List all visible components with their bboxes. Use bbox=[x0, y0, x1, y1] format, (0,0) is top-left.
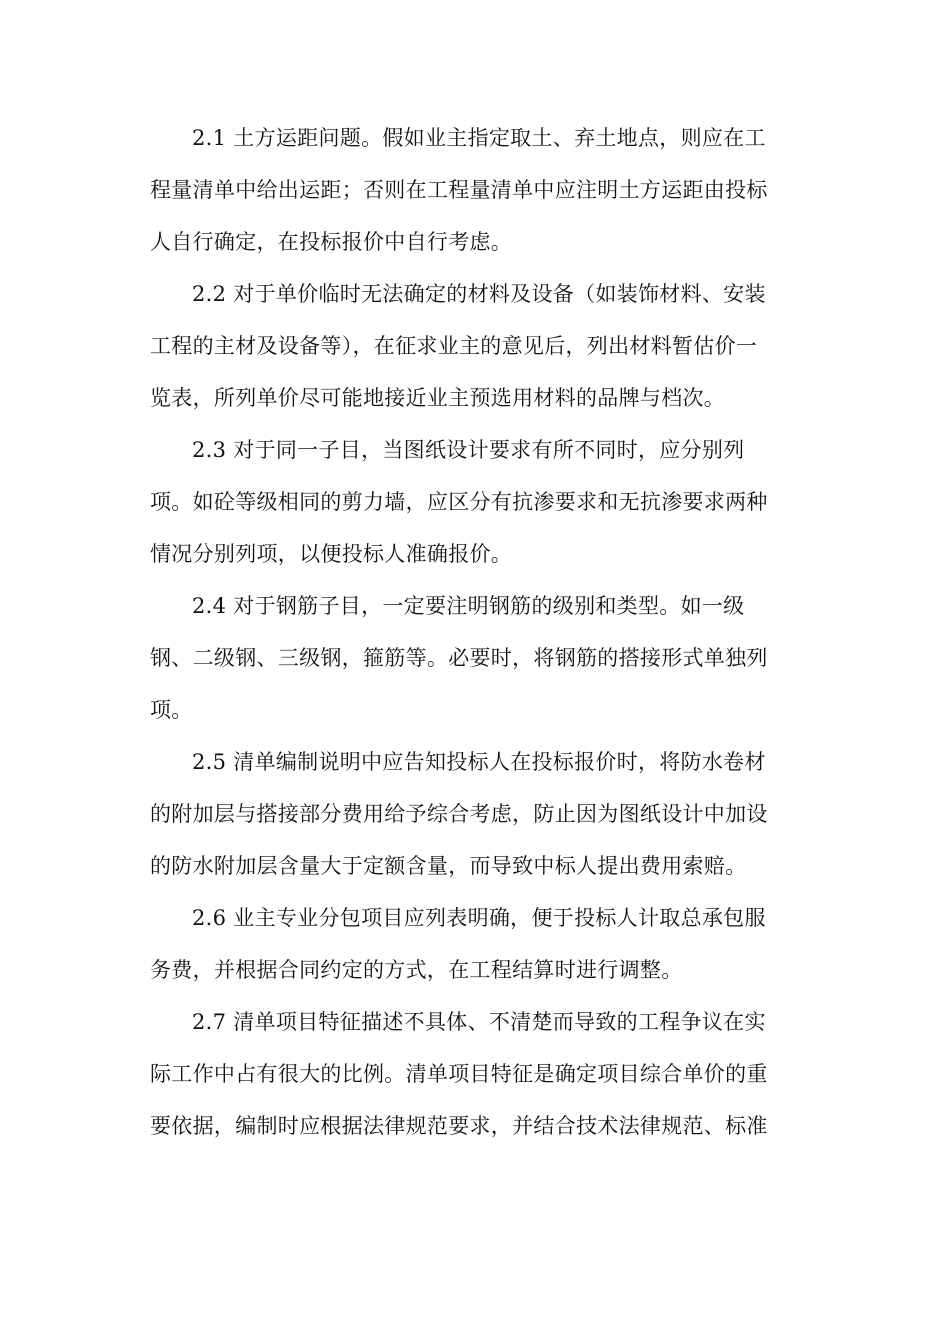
paragraph-line: 2.1 土方运距问题。假如业主指定取土、弃土地点，则应在工 bbox=[192, 126, 766, 150]
paragraph-2-4 bbox=[150, 580, 800, 736]
paragraph-line: 情况分别列项，以便投标人准确报价。 bbox=[150, 542, 513, 566]
paragraph-2-1 bbox=[150, 112, 800, 268]
paragraph-line: 2.5 清单编制说明中应告知投标人在投标报价时，将防水卷材 bbox=[192, 750, 766, 774]
paragraph-line: 钢、二级钢、三级钢，箍筋等。必要时，将钢筋的搭接形式单独列 bbox=[150, 646, 768, 670]
document-body bbox=[150, 112, 800, 1152]
paragraph-line: 的附加层与搭接部分费用给予综合考虑，防止因为图纸设计中加设 bbox=[150, 802, 768, 826]
paragraph-line: 人自行确定，在投标报价中自行考虑。 bbox=[150, 230, 513, 254]
paragraph-line: 际工作中占有很大的比例。清单项目特征是确定项目综合单价的重 bbox=[150, 1062, 768, 1086]
paragraph-line: 2.6 业主专业分包项目应列表明确，便于投标人计取总承包服 bbox=[192, 906, 766, 930]
paragraph-line: 2.3 对于同一子目，当图纸设计要求有所不同时，应分别列 bbox=[192, 438, 745, 462]
paragraph-line: 2.4 对于钢筋子目，一定要注明钢筋的级别和类型。如一级 bbox=[192, 594, 745, 618]
paragraph-2-7 bbox=[150, 996, 800, 1152]
paragraph-line: 项。 bbox=[150, 698, 193, 722]
paragraph-line: 程量清单中给出运距；否则在工程量清单中应注明土方运距由投标 bbox=[150, 178, 768, 202]
paragraph-line: 2.2 对于单价临时无法确定的材料及设备（如装饰材料、安装 bbox=[192, 282, 766, 306]
paragraph-line: 务费，并根据合同约定的方式，在工程结算时进行调整。 bbox=[150, 958, 683, 982]
paragraph-line: 览表，所列单价尽可能地接近业主预选用材料的品牌与档次。 bbox=[150, 386, 726, 410]
paragraph-line: 工程的主材及设备等），在征求业主的意见后，列出材料暂估价一 bbox=[150, 334, 758, 358]
paragraph-2-3 bbox=[150, 424, 800, 580]
paragraph-line: 项。如砼等级相同的剪力墙，应区分有抗渗要求和无抗渗要求两种 bbox=[150, 490, 768, 514]
paragraph-line: 的防水附加层含量大于定额含量，而导致中标人提出费用索赔。 bbox=[150, 854, 747, 878]
paragraph-line: 2.7 清单项目特征描述不具体、不清楚而导致的工程争议在实 bbox=[192, 1010, 766, 1034]
paragraph-line: 要依据，编制时应根据法律规范要求，并结合技术法律规范、标准 bbox=[150, 1114, 768, 1138]
paragraph-2-5 bbox=[150, 736, 800, 892]
paragraph-2-6 bbox=[150, 892, 800, 996]
paragraph-2-2 bbox=[150, 268, 800, 424]
